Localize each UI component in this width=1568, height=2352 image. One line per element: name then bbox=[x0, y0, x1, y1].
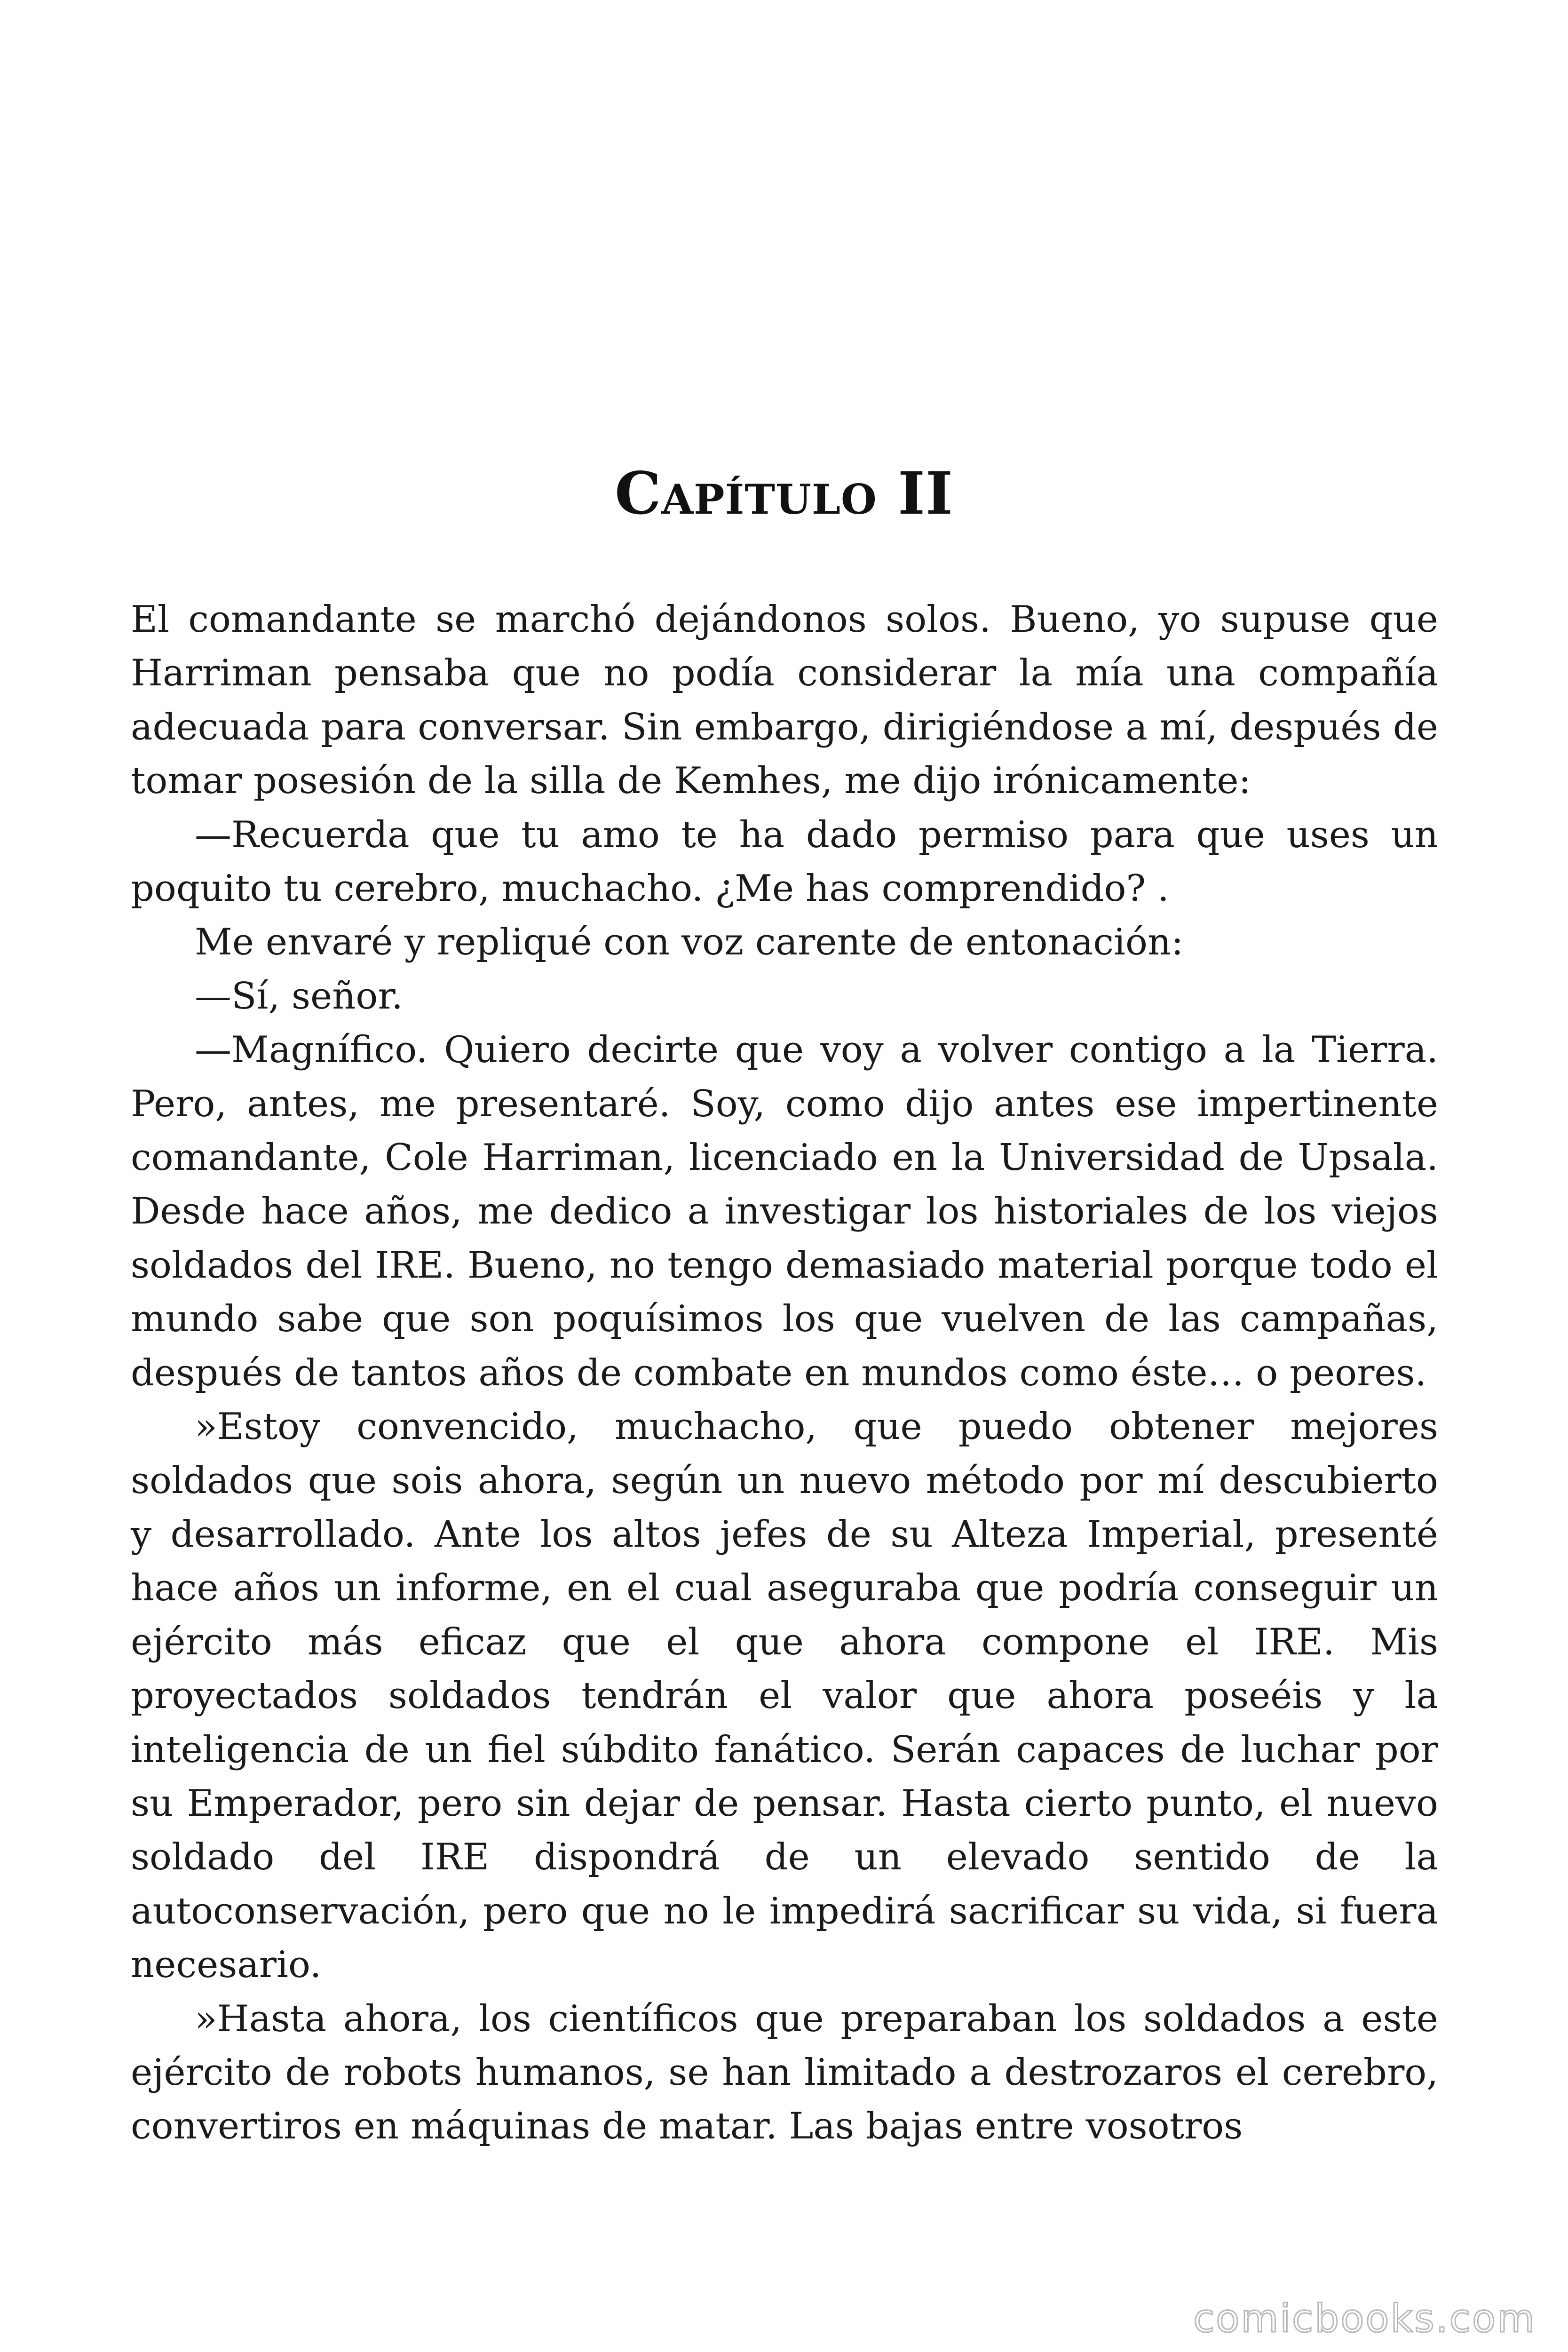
chapter-body bbox=[131, 593, 1438, 2153]
paragraph: Me envaré y repliqué con voz carente de entonación: bbox=[195, 921, 1184, 964]
chapter-title: Capítulo II bbox=[614, 460, 954, 528]
paragraph: —Recuerda que tu amo te ha dado permiso para que uses un poquito tu cerebro, muchacho. ¿Me has comprendido? . bbox=[131, 813, 1438, 910]
paragraph: —Sí, señor. bbox=[195, 975, 403, 1017]
paragraph: El comandante se marchó dejándonos solos. Bueno, yo supuse que Harriman pensaba que no podía considerar la mía una compañía adecuada para conversar. Sin embargo, dirigiéndose a mí, después de tomar posesión de la silla de Kemhes, me dijo irónicamente: bbox=[131, 598, 1438, 803]
paragraph: —Magnífico. Quiero decirte que voy a volver contigo a la Tierra. Pero, antes, me presentaré. Soy, como dijo antes ese impertinente comandante, Cole Harriman, licenciado en la Universidad de Upsala. Desde hace años, me dedico a investigar los historiales de los viejos soldados del IRE. Bueno, no tengo demasiado material porque todo el mundo sabe que son poquísimos los que vuelven de las campañas, después de tantos años de combate en mundos como éste… o peores. bbox=[131, 1029, 1438, 1394]
paragraph: »Hasta ahora, los científicos que preparaban los soldados a este ejército de robots humanos, se han limitado a destrozaros el cerebro, convertiros en máquinas de matar. Las bajas entre vosotros bbox=[131, 1997, 1438, 2148]
watermark-text: comicbooks.com bbox=[1193, 2296, 1536, 2341]
paragraph: »Estoy convencido, muchacho, que puedo obtener mejores soldados que sois ahora, según un nuevo método por mí descubierto y desarrollado. Ante los altos jefes de su Alteza Imperial, presenté hace años un informe, en el cual aseguraba que podría conseguir un ejército más eficaz que el que ahora compone el IRE. Mis proyectados soldados tendrán el valor que ahora poseéis y la inteligencia de un fiel súbdito fanático. Serán capaces de luchar por su Emperador, pero sin dejar de pensar. Hasta cierto punto, el nuevo soldado del IRE dispondrá de un elevado sentido de la autoconservación, pero que no le impedirá sacrificar su vida, si fuera necesario. bbox=[131, 1406, 1438, 1986]
